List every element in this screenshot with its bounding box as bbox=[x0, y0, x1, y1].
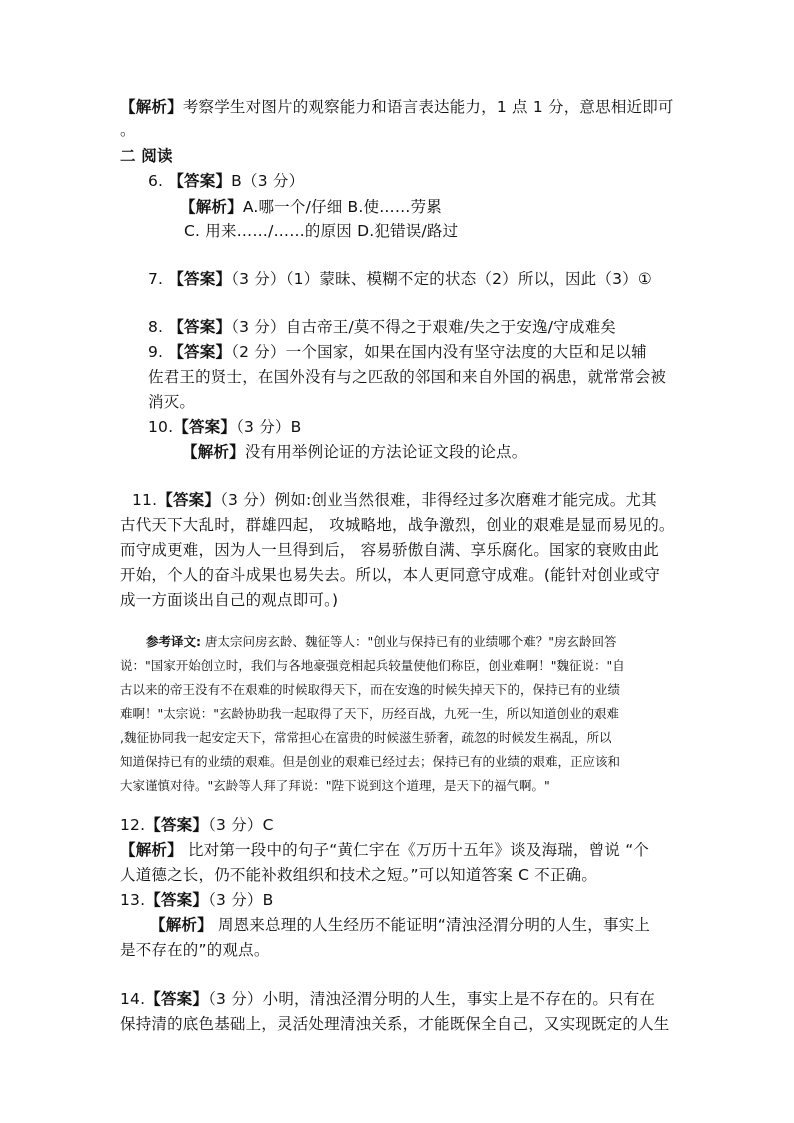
q12-analysis-line-2: 人道德之长，仍不能补救组织和技术之短。”可以知道答案 C 不正确。 bbox=[120, 866, 598, 884]
q12-analysis: 【解析】 比对第一段中的句子“黄仁宇在《万历十五年》谈及海瑞，曾说 “个 bbox=[120, 841, 650, 859]
q13-analysis-line-2: 是不存在的”的观点。 bbox=[120, 941, 270, 959]
q11-answer-line-5: 成一方面谈出自己的观点即可。) bbox=[120, 591, 339, 609]
q7-answer: 7. 【答案】（3 分）（1）蒙昧、模糊不定的状态（2）所以，因此（3）① bbox=[148, 270, 652, 288]
q12-answer: 12.【答案】（3 分）C bbox=[120, 816, 274, 834]
translation-line-4: 难啊！"太宗说："玄龄协助我一起取得了天下，历经百战，九死一生，所以知道创业的艰难 bbox=[120, 706, 620, 721]
translation-line-2: 说："国家开始创立时，我们与各地豪强竞相起兵较量使他们称臣，创业难啊！"魏征说："自 bbox=[120, 658, 625, 673]
q9-answer-line-3: 消灭。 bbox=[148, 393, 196, 411]
translation-line-1: 参考译文: 唐太宗问房玄龄、魏征等人："创业与保持已有的业绩哪个难？"房玄龄回答 bbox=[146, 634, 617, 649]
q9-answer: 9. 【答案】（2 分）一个国家，如果在国内没有坚守法度的大臣和足以辅 bbox=[148, 343, 647, 361]
q8-answer: 8. 【答案】（3 分）自古帝王/莫不得之于艰难/失之于安逸/守成难矣 bbox=[148, 318, 616, 336]
q11-answer: 11.【答案】（3 分）例如:创业当然很难，非得经过多次磨难才能完成。尤其 bbox=[132, 491, 657, 509]
q11-answer-line-3: 而守成更难，因为人一旦得到后， 容易骄傲自满、享乐腐化。国家的衰败由此 bbox=[120, 541, 659, 559]
q14-answer: 14.【答案】（3 分）小明，清浊泾渭分明的人生，事实上是不存在的。只有在 bbox=[120, 990, 656, 1008]
section-heading-reading: 二 阅读 bbox=[120, 147, 173, 165]
translation-line-3: 古以来的帝王没有不在艰难的时候取得天下，而在安逸的时候失掉天下的，保持已有的业绩 bbox=[120, 682, 621, 697]
intro-analysis-continuation: 。 bbox=[120, 121, 136, 139]
q6-analysis: 【解析】A.哪一个/仔细 B.使……劳累 bbox=[180, 198, 442, 216]
intro-analysis-line: 【解析】考察学生对图片的观察能力和语言表达能力，1 点 1 分，意思相近即可 bbox=[120, 98, 674, 116]
q14-answer-line-2: 保持清的底色基础上，灵活处理清浊关系，才能既保全自己，又实现既定的人生 bbox=[120, 1015, 670, 1033]
q13-analysis: 【解析】 周恩来总理的人生经历不能证明“清浊泾渭分明的人生，事实上 bbox=[150, 916, 651, 934]
q10-answer: 10.【答案】（3 分）B bbox=[148, 418, 302, 436]
q9-answer-line-2: 佐君王的贤士，在国外没有与之匹敌的邻国和来自外国的祸患，就常常会被 bbox=[148, 368, 667, 386]
q13-answer: 13.【答案】（3 分）B bbox=[120, 891, 274, 909]
q11-answer-line-4: 开始，个人的奋斗成果也易失去。所以，本人更同意守成难。(能针对创业或守 bbox=[120, 566, 661, 584]
q11-answer-line-2: 古代天下大乱时，群雄四起， 攻城略地，战争激烈，创业的艰难是显而易见的。 bbox=[120, 516, 675, 534]
translation-line-7: 大家谨慎对待。"玄龄等人拜了拜说："陛下说到这个道理，是天下的福气啊。" bbox=[120, 778, 550, 793]
q6-answer: 6. 【答案】B（3 分） bbox=[148, 172, 305, 190]
translation-line-6: 知道保持已有的业绩的艰难。但是创业的艰难已经过去；保持已有的业绩的艰难，正应该和 bbox=[120, 754, 621, 769]
translation-line-5: ,魏征协同我一起安定天下，常常担心在富贵的时候滋生骄奢，疏忽的时候发生祸乱，所以 bbox=[120, 730, 612, 745]
q10-analysis: 【解析】没有用举例论证的方法论证文段的论点。 bbox=[182, 443, 528, 461]
q6-analysis-continuation: C. 用来……/……的原因 D.犯错误/路过 bbox=[184, 222, 459, 240]
